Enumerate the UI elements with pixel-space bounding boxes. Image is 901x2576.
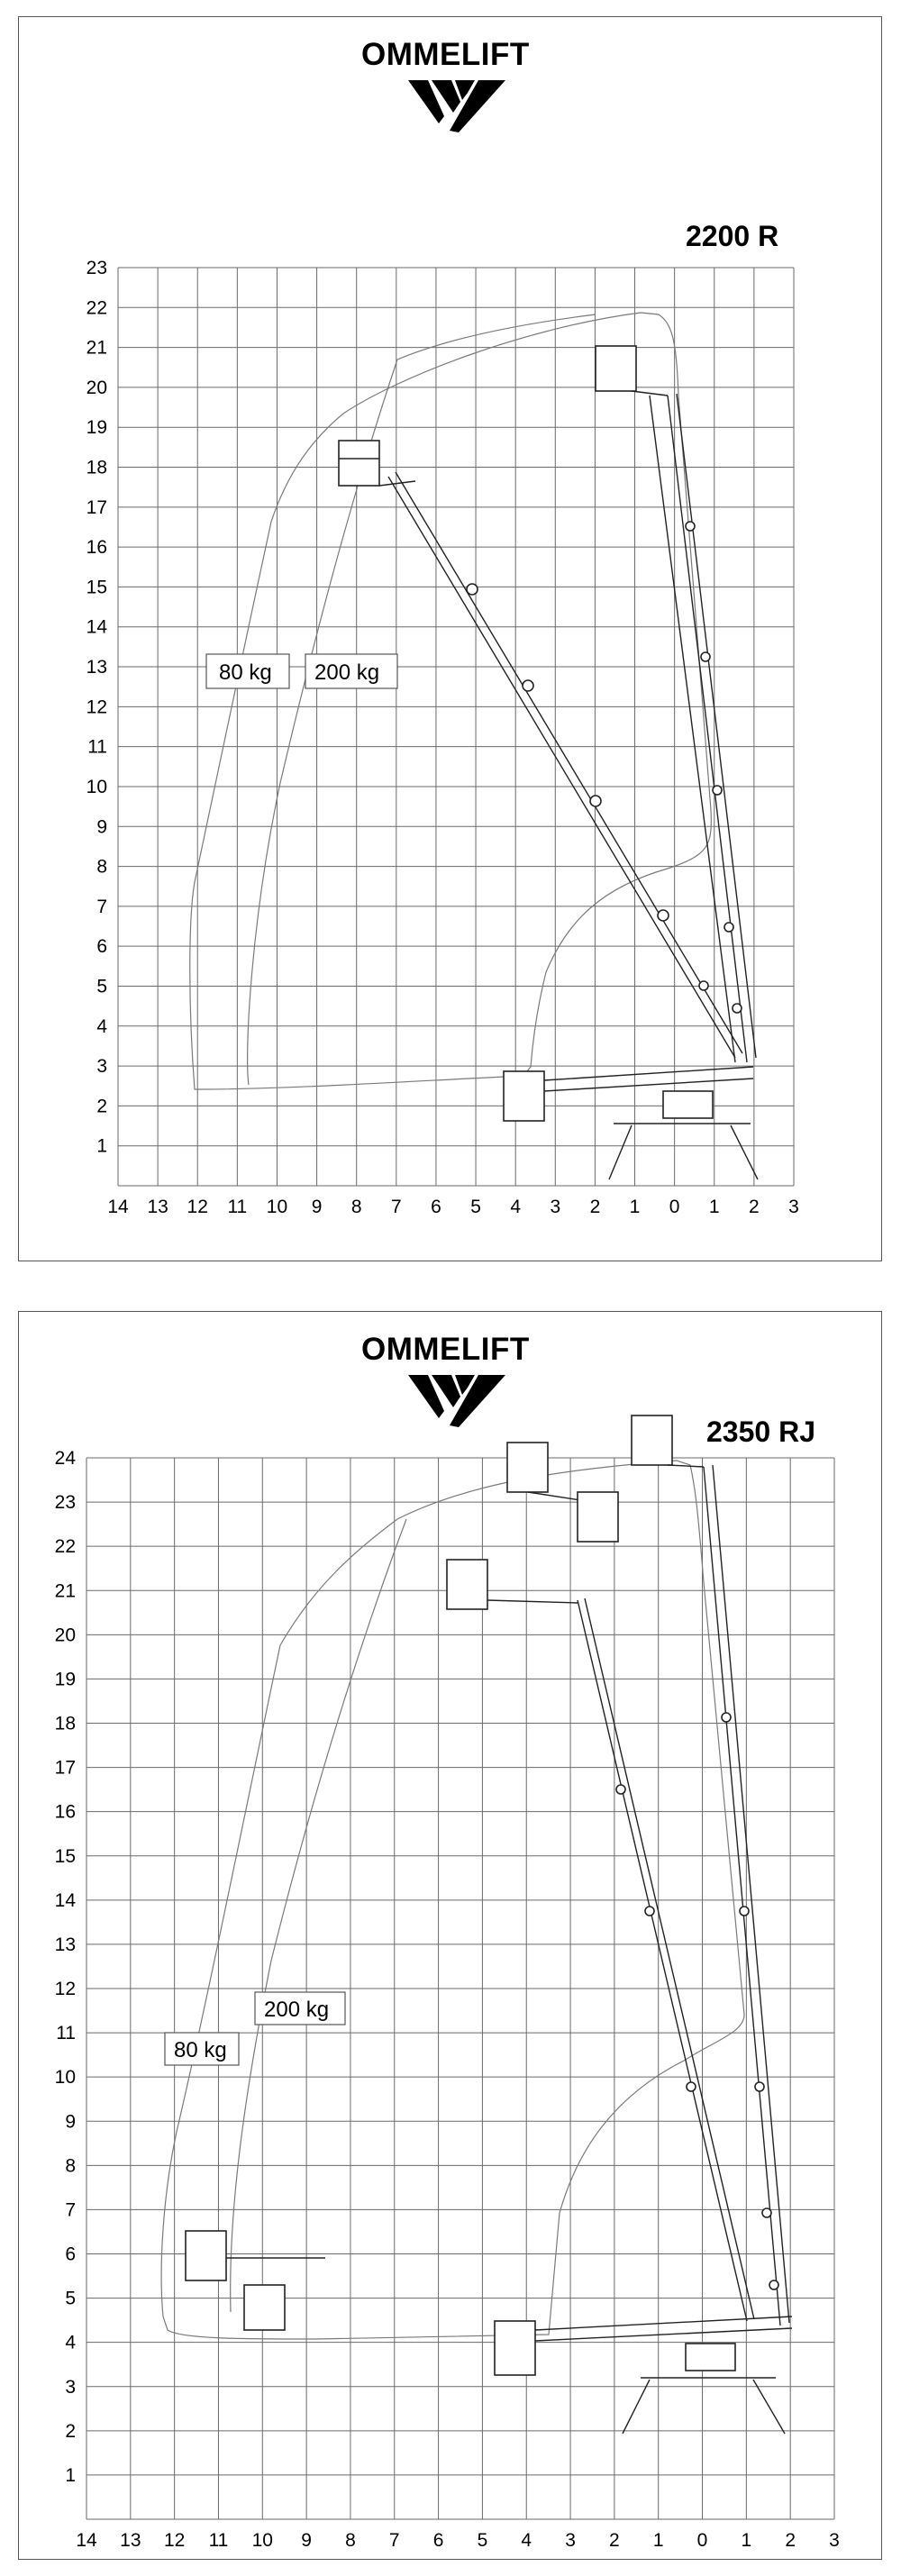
envelope-200kg [231, 1519, 406, 2312]
envelope-200kg [248, 314, 596, 1085]
y-tick-label: 8 [65, 2155, 76, 2177]
y-tick-label: 21 [86, 337, 107, 359]
y-axis-ticks [86, 258, 108, 1157]
x-tick-label: 14 [107, 1197, 129, 1217]
y-tick-label: 22 [86, 297, 107, 319]
x-tick-label: 12 [163, 2530, 186, 2551]
x-tick-label: 12 [187, 1197, 208, 1217]
svg-text:200 kg: 200 kg [264, 1998, 330, 2022]
x-tick-label: 10 [251, 2530, 273, 2551]
y-tick-label: 8 [96, 856, 107, 878]
brand-name: OMMELIFT [361, 37, 530, 72]
svg-text:200 kg: 200 kg [314, 660, 380, 685]
load-label-80kg [206, 654, 289, 688]
y-tick-label: 5 [65, 2288, 76, 2309]
y-tick-label: 19 [86, 417, 107, 439]
y-tick-label: 11 [87, 736, 107, 758]
load-label-200kg [255, 1992, 345, 2025]
load-label-200kg [305, 654, 397, 688]
y-axis-ticks [55, 1448, 77, 2486]
x-axis-ticks [76, 2530, 840, 2551]
boom-stowed [186, 2231, 792, 2434]
y-tick-label: 4 [96, 1015, 107, 1037]
boom-stowed [504, 1067, 758, 1179]
working-range-diagram [19, 17, 883, 1262]
x-tick-label: 3 [788, 1197, 799, 1217]
y-tick-label: 4 [65, 2332, 76, 2353]
x-tick-label: 11 [208, 2530, 229, 2551]
x-axis-ticks [107, 1197, 799, 1217]
y-tick-label: 17 [86, 496, 107, 518]
y-tick-label: 15 [86, 577, 107, 598]
svg-text:80 kg: 80 kg [219, 660, 272, 685]
y-tick-label: 7 [65, 2199, 76, 2221]
y-tick-label: 2 [96, 1096, 107, 1117]
x-tick-label: 1 [708, 1197, 720, 1217]
y-tick-label: 17 [54, 1757, 76, 1779]
x-tick-label: 5 [477, 2530, 488, 2551]
x-tick-label: 1 [652, 2530, 664, 2551]
working-range-panel-2200r [18, 16, 882, 1261]
x-tick-label: 8 [345, 2530, 356, 2551]
y-tick-label: 11 [56, 2023, 76, 2044]
x-tick-label: 0 [669, 1197, 680, 1217]
x-tick-label: 5 [470, 1197, 481, 1217]
x-tick-label: 14 [76, 2530, 97, 2551]
y-tick-label: 13 [54, 1934, 76, 1955]
x-tick-label: 3 [550, 1197, 561, 1217]
y-tick-label: 2 [65, 2420, 76, 2442]
x-tick-label: 10 [266, 1197, 288, 1217]
y-tick-label: 7 [96, 896, 107, 917]
working-range-diagram [19, 1312, 883, 2561]
x-tick-label: 4 [510, 1197, 522, 1217]
y-tick-label: 14 [86, 616, 107, 638]
model-name: 2200 R [686, 220, 779, 252]
x-tick-label: 2 [609, 2530, 620, 2551]
x-tick-label: 2 [749, 1197, 760, 1217]
boom-extended-vertical [578, 1415, 789, 2326]
x-tick-label: 6 [431, 1197, 441, 1217]
load-label-80kg [165, 2033, 239, 2065]
x-tick-label: 2 [589, 1197, 601, 1217]
x-tick-label: 9 [301, 2530, 312, 2551]
x-tick-label: 9 [311, 1197, 323, 1217]
y-tick-label: 1 [96, 1135, 107, 1157]
x-tick-label: 3 [829, 2530, 840, 2551]
y-tick-label: 9 [96, 816, 107, 838]
y-tick-label: 13 [86, 657, 107, 678]
y-tick-label: 16 [54, 1801, 76, 1823]
x-tick-label: 3 [565, 2530, 576, 2551]
y-tick-label: 20 [54, 1625, 76, 1646]
y-tick-label: 12 [86, 696, 107, 718]
boom-extended-vertical [596, 346, 756, 1062]
x-tick-label: 6 [432, 2530, 444, 2551]
y-tick-label: 5 [96, 976, 107, 997]
y-tick-label: 18 [54, 1713, 76, 1734]
boom-extended-left [339, 441, 742, 1058]
y-tick-label: 6 [96, 936, 107, 958]
y-tick-label: 1 [65, 2464, 76, 2486]
x-tick-label: 7 [388, 2530, 400, 2551]
y-tick-label: 3 [65, 2376, 76, 2398]
y-tick-label: 20 [86, 377, 107, 398]
y-tick-label: 10 [54, 2067, 76, 2089]
working-range-panel-2350rj [18, 1311, 882, 2560]
y-tick-label: 23 [86, 258, 107, 278]
boom-extended-left [447, 1443, 754, 2321]
y-tick-label: 14 [54, 1889, 76, 1911]
y-tick-label: 19 [54, 1669, 76, 1690]
y-tick-label: 3 [96, 1056, 107, 1078]
x-tick-label: 2 [785, 2530, 796, 2551]
y-tick-label: 9 [65, 2111, 76, 2133]
y-tick-label: 15 [54, 1845, 76, 1867]
brand-name: OMMELIFT [361, 1332, 530, 1367]
x-tick-label: 8 [350, 1197, 362, 1217]
x-tick-label: 0 [696, 2530, 708, 2551]
y-tick-label: 23 [54, 1492, 76, 1514]
y-tick-label: 21 [54, 1580, 76, 1602]
x-tick-label: 13 [147, 1197, 168, 1217]
x-tick-label: 1 [741, 2530, 752, 2551]
y-tick-label: 22 [54, 1536, 76, 1558]
y-tick-label: 12 [54, 1979, 76, 1999]
y-tick-label: 24 [54, 1448, 76, 1469]
x-tick-label: 1 [629, 1197, 641, 1217]
x-tick-label: 7 [390, 1197, 402, 1217]
x-tick-label: 13 [120, 2530, 141, 2551]
envelope-80kg [190, 313, 712, 1089]
x-tick-label: 4 [521, 2530, 532, 2551]
y-tick-label: 16 [86, 537, 107, 559]
y-tick-label: 18 [86, 457, 107, 478]
svg-text:80 kg: 80 kg [174, 2038, 227, 2062]
y-tick-label: 6 [65, 2244, 76, 2265]
model-name: 2350 RJ [706, 1415, 815, 1448]
y-tick-label: 10 [86, 776, 107, 797]
x-tick-label: 11 [227, 1197, 248, 1217]
